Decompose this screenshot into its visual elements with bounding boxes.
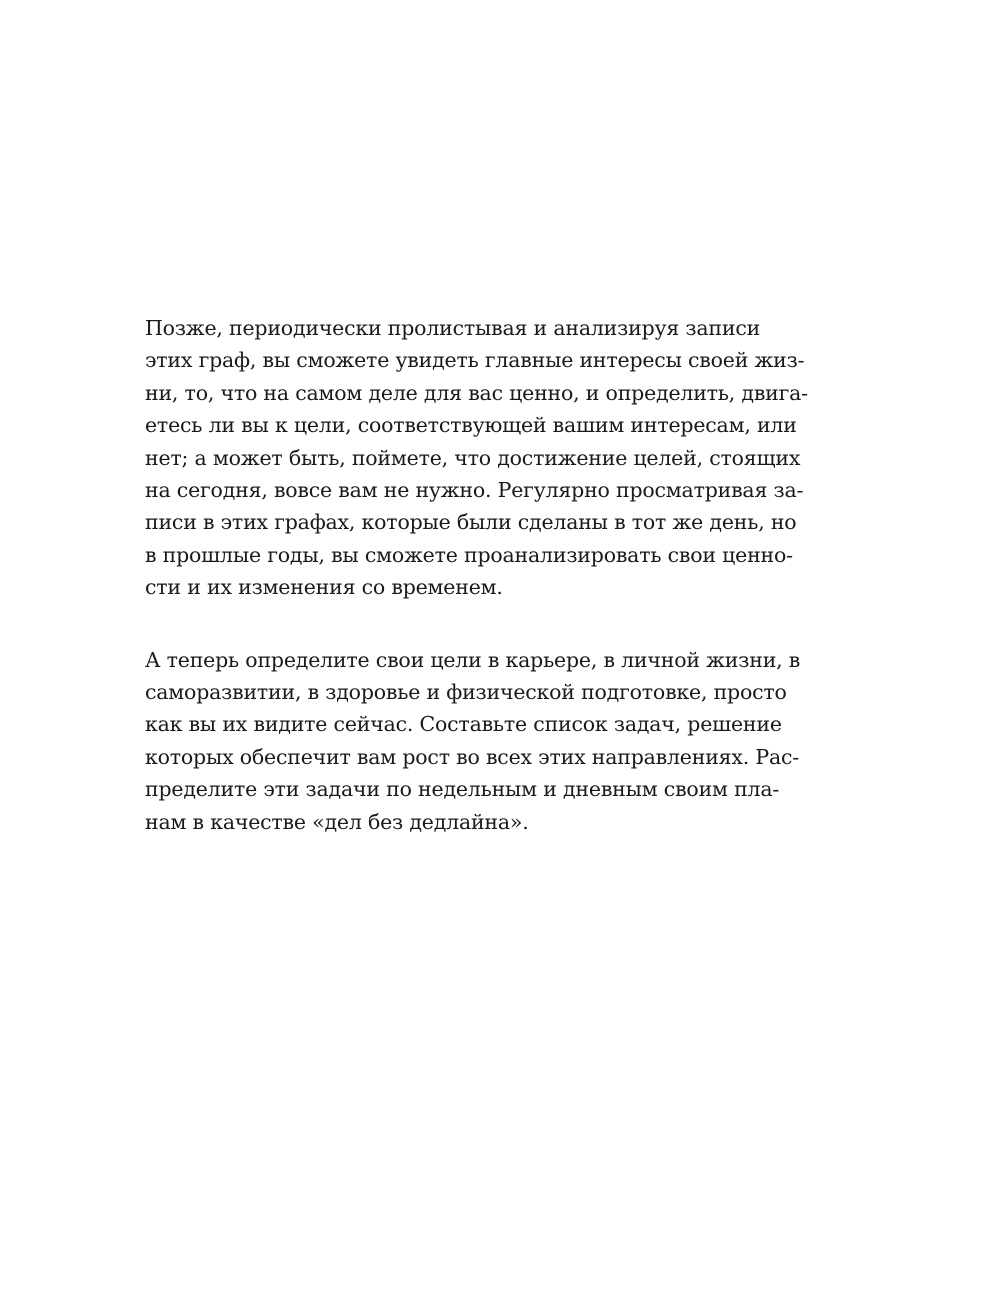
text-line: сти и их изменения со временем. xyxy=(145,575,503,600)
paragraph-1 xyxy=(145,312,835,604)
text-line: этих граф, вы сможете увидеть главные интересы своей жиз- xyxy=(145,348,805,373)
text-line: ни, то, что на самом деле для вас ценно, и определить, двига- xyxy=(145,380,808,405)
text-line: саморазвитии, в здоровье и физической подготовке, просто xyxy=(145,680,787,705)
text-line: нам в качестве «дел без дедлайна». xyxy=(145,809,529,834)
text-line: етесь ли вы к цели, соответствующей вашим интересам, или xyxy=(145,413,797,438)
text-line: на сегодня, вовсе вам не нужно. Регулярно просматривая за- xyxy=(145,478,804,503)
body-text xyxy=(145,312,835,838)
text-line: как вы их видите сейчас. Составьте список задач, решение xyxy=(145,712,782,737)
paragraph-2 xyxy=(145,644,835,838)
text-line: А теперь определите свои цели в карьере, в личной жизни, в xyxy=(145,647,801,672)
text-line: писи в этих графах, которые были сделаны в тот же день, но xyxy=(145,510,797,535)
text-line: Позже, периодически пролистывая и анализируя записи xyxy=(145,316,761,340)
text-line: которых обеспечит вам рост во всех этих направлениях. Рас- xyxy=(145,744,800,769)
text-line: нет; а может быть, поймете, что достижение целей, стоящих xyxy=(145,445,801,470)
text-line: в прошлые годы, вы сможете проанализировать свои ценно- xyxy=(145,542,793,567)
text-line: пределите эти задачи по недельным и дневным своим пла- xyxy=(145,777,780,802)
